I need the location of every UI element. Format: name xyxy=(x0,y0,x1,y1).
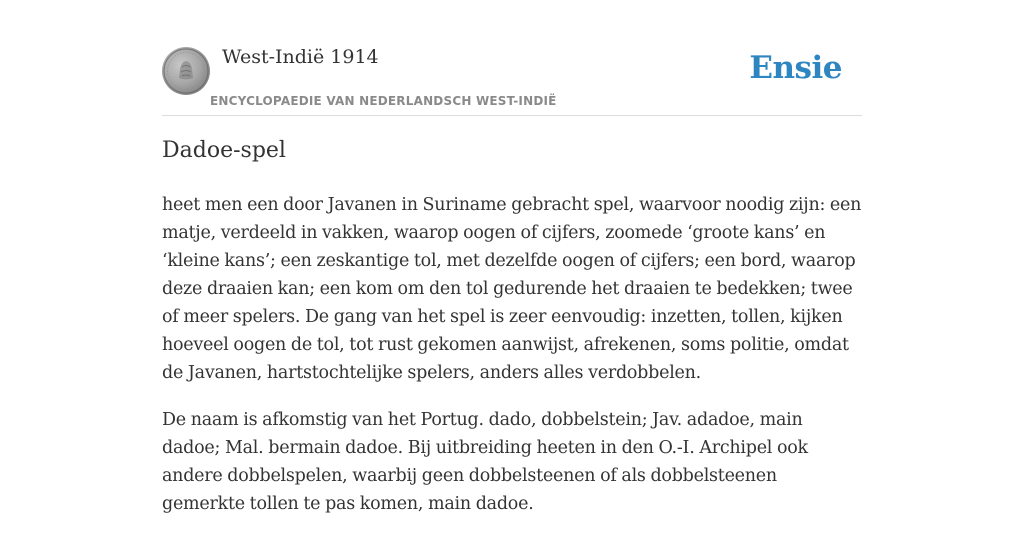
entry-paragraph: heet men een door Javanen in Suriname gebracht spel, waarvoor noodig zijn: een matje, verdeeld in vakken, waarop oogen of cijfers, zoomede ‘groote kans’ en ‘kleine kans’; een zeskantige tol, met dezelfde oogen of cijfers; een bord, waarop deze draaien kan; een kom om den tol gedurende het draaien te bedekken; twee of meer spelers. De gang van het spel is zeer eenvoudig: inzetten, tollen, kijken hoeveel oogen de tol, tot rust gekomen aanwijst, afrekenen, soms politie, omdat de Javanen, hartstochtelijke spelers, anders alles verdobbelen. xyxy=(162,195,862,383)
page-header xyxy=(162,40,862,116)
entry-content xyxy=(162,191,862,537)
brand-logo[interactable]: Ensie xyxy=(749,50,842,86)
book-subtitle: ENCYCLOPAEDIE VAN NEDERLANDSCH WEST-INDIË xyxy=(210,94,557,108)
coin-icon[interactable] xyxy=(162,47,210,95)
book-title[interactable]: West-Indië 1914 xyxy=(222,46,379,68)
entry-paragraph: De naam is afkomstig van het Portug. dado, dobbelstein; Jav. adadoe, main dadoe; Mal. bermain dadoe. Bij uitbreiding heeten in den O.-I. Archipel ook andere dobbelspelen, waarbij geen dobbelsteenen of als dobbelsteenen gemerkte tollen te pas komen, main dadoe. xyxy=(162,410,808,514)
entry-title: Dadoe-spel xyxy=(162,138,286,163)
